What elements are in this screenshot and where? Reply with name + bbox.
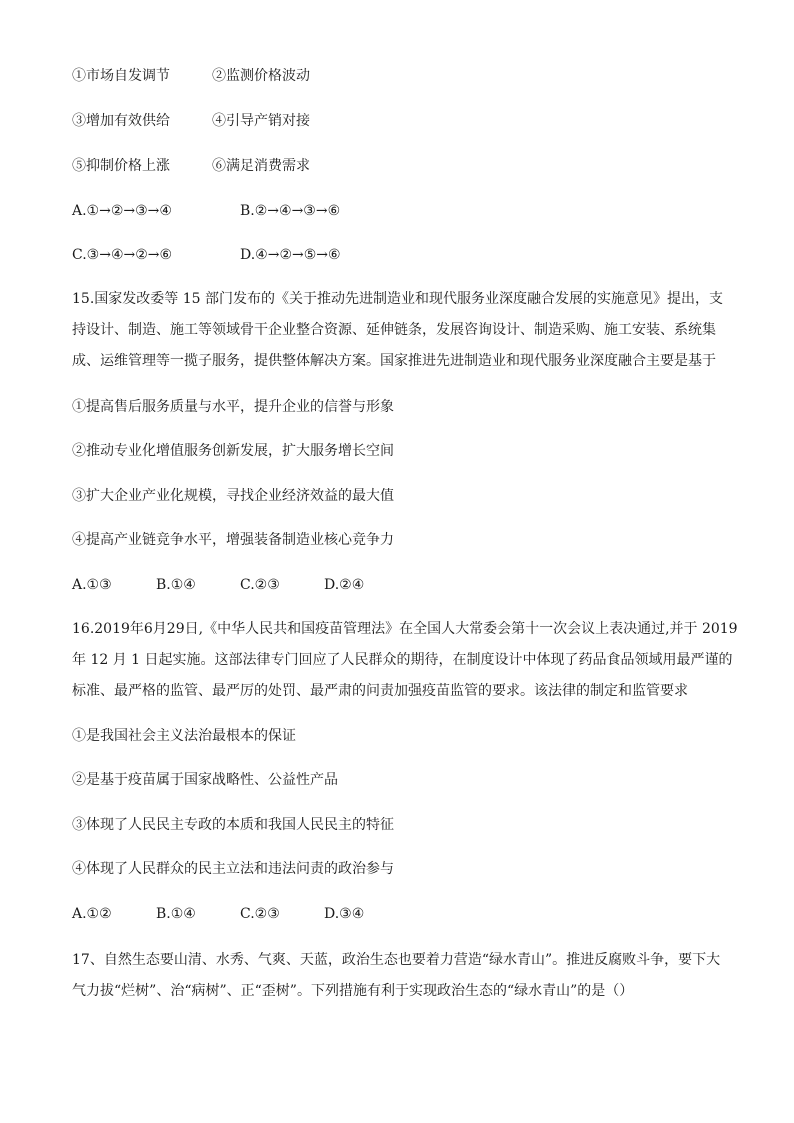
q15-stem (72, 289, 722, 382)
q16-option-1: ①是我国社会主义法治最根本的保证 (72, 728, 296, 744)
q14-choice-c[interactable]: C.③→④→②→⑥ (72, 247, 173, 263)
q14-option-1: ①市场自发调节 (72, 68, 170, 84)
q15-choice-c[interactable]: C.②③ (240, 577, 280, 593)
q14-choice-a[interactable]: A.①→②→③→④ (72, 203, 172, 219)
q15-stem-line-2: 持设计、制造、施工等领域骨干企业整合资源、延伸链条，发展咨询设计、制造采购、施工安装、系统集 (72, 322, 716, 338)
q16-option-3: ③体现了人民民主专政的本质和我国人民民主的特征 (72, 817, 394, 833)
q14-option-6: ⑥满足消费需求 (212, 158, 310, 174)
q15-stem-line-3: 成、运维管理等一揽子服务，提供整体解决方案。国家推进先进制造业和现代服务业深度融合主要是基于 (72, 353, 716, 369)
q16-option-4: ④体现了人民群众的民主立法和违法问责的政治参与 (72, 861, 394, 877)
q14-choice-d[interactable]: D.④→②→⑤→⑥ (240, 247, 341, 263)
q15-choice-a[interactable]: A.①③ (72, 577, 112, 593)
q14-choices-row-2 (72, 245, 341, 265)
q14-option-5: ⑤抑制价格上涨 (72, 158, 170, 174)
q15-option-3: ③扩大企业产业化规模，寻找企业经济效益的最大值 (72, 488, 394, 504)
q16-stem-line-1: 16.2019年6月29日,《中华人民共和国疫苗管理法》在全国人大常委会第十一次会议上表决通过,并于 2019 (72, 621, 738, 637)
q15-option-2: ②推动专业化增值服务创新发展，扩大服务增长空间 (72, 443, 394, 459)
q14-option-row-1 (72, 66, 310, 86)
q16-choice-c[interactable]: C.②③ (240, 906, 280, 922)
q15-choices (72, 575, 364, 595)
q16-choice-a[interactable]: A.①② (72, 906, 112, 922)
q16-choice-d[interactable]: D.③④ (324, 906, 365, 922)
q16-choice-b[interactable]: B.①④ (156, 906, 196, 922)
q14-option-row-3 (72, 156, 310, 176)
q15-stem-line-1: 15.国家发改委等 15 部门发布的《关于推动先进制造业和现代服务业深度融合发展的实施意见》提出，支 (72, 291, 723, 307)
q14-option-row-2 (72, 111, 310, 131)
q14-choices-row-1 (72, 201, 340, 221)
q14-option-2: ②监测价格波动 (212, 68, 310, 84)
q14-choice-b[interactable]: B.②→④→③→⑥ (240, 203, 341, 219)
q17-stem (72, 950, 722, 1012)
q16-option-2: ②是基于疫苗属于国家战略性、公益性产品 (72, 772, 338, 788)
q16-stem (72, 619, 738, 712)
q16-choices (72, 904, 364, 924)
q17-stem-line-1: 17、自然生态要山清、水秀、气爽、天蓝，政治生态也要着力营造“绿水青山”。推进反腐败斗争，要下大 (72, 952, 721, 968)
q16-stem-line-2: 年 12 月 1 日起实施。这部法律专门回应了人民群众的期待，在制度设计中体现了药品食品领域用最严谨的 (72, 652, 733, 668)
q15-choice-d[interactable]: D.②④ (324, 577, 365, 593)
q14-option-3: ③增加有效供给 (72, 113, 170, 129)
q15-choice-b[interactable]: B.①④ (156, 577, 196, 593)
q14-option-4: ④引导产销对接 (212, 113, 310, 129)
q15-option-4: ④提高产业链竞争水平，增强装备制造业核心竞争力 (72, 532, 394, 548)
q15-option-1: ①提高售后服务质量与水平，提升企业的信誉与形象 (72, 399, 394, 415)
q16-stem-line-3: 标准、最严格的监管、最严厉的处罚、最严肃的问责加强疫苗监管的要求。该法律的制定和监管要求 (72, 683, 688, 699)
q17-stem-line-2: 气力拔“烂树”、治“病树”、正“歪树”。下列措施有利于实现政治生态的“绿水青山”的是（） (72, 983, 634, 999)
